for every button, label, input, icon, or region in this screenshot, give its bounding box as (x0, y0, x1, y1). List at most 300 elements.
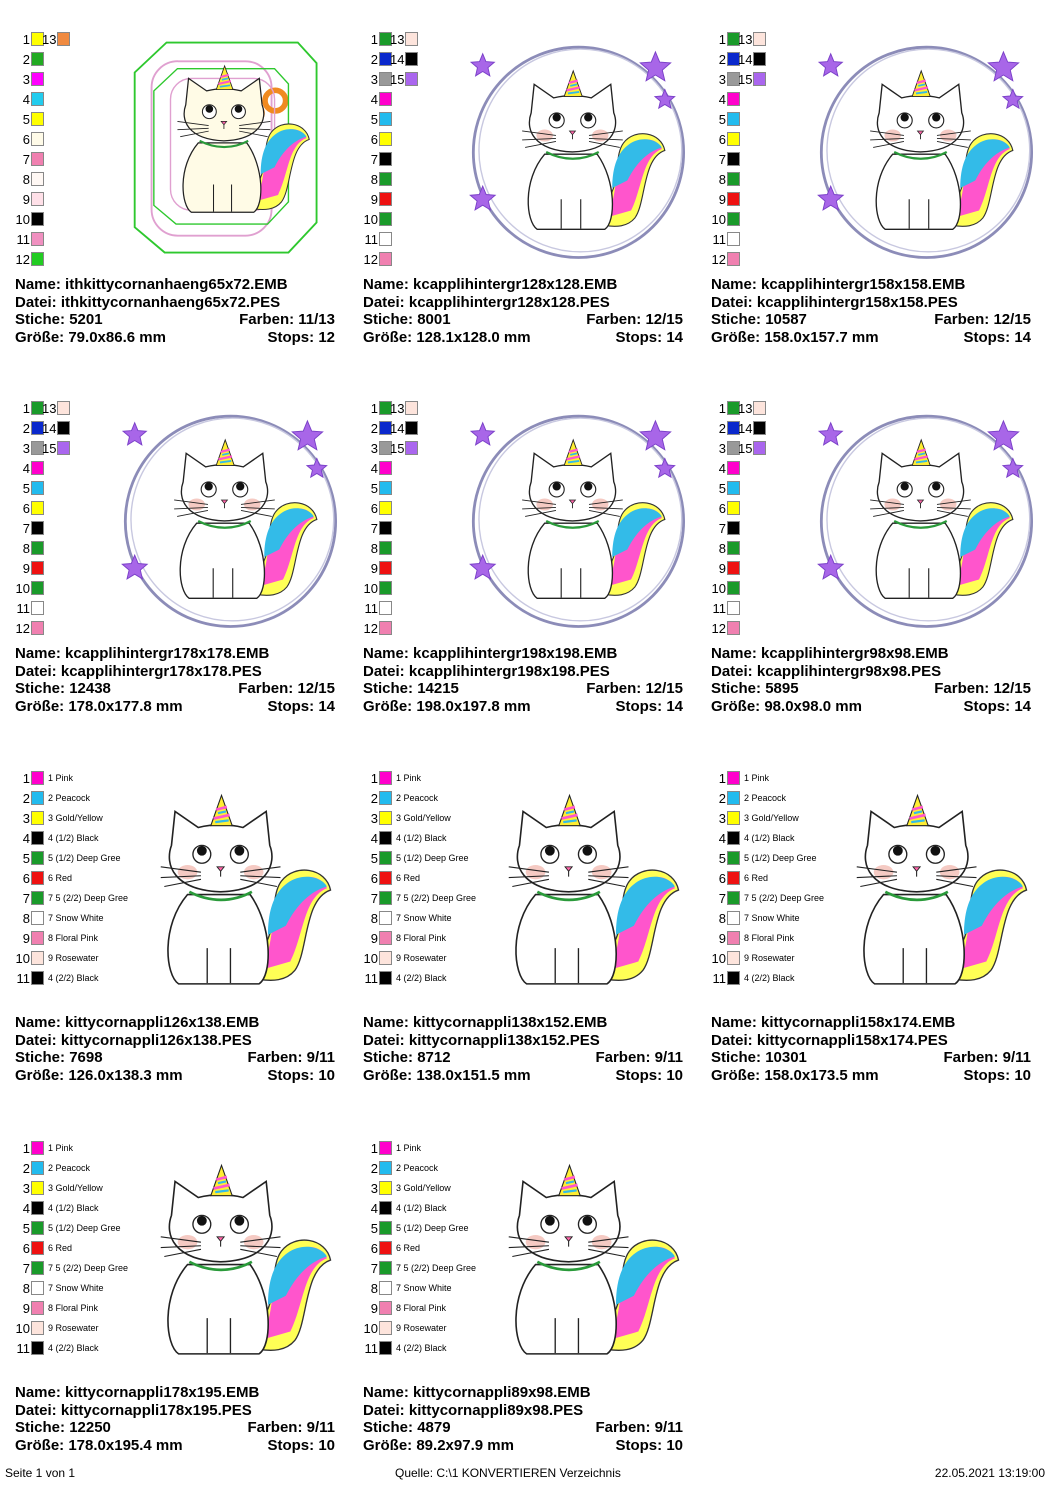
swatch-number: 6 (22, 132, 30, 147)
swatch-color (379, 561, 392, 575)
color-swatch (348, 559, 392, 579)
color-swatch (696, 888, 824, 908)
color-swatch (348, 848, 469, 868)
swatch-thread-name: 4 (2/2) Black (396, 1343, 447, 1353)
swatch-number: 9 (370, 1301, 378, 1316)
swatch-color (379, 931, 392, 945)
swatch-number: 4 (370, 1201, 378, 1216)
swatch-number: 15 (390, 441, 405, 456)
applique-design-preview (473, 778, 683, 1003)
swatch-thread-name: 4 (1/2) Black (48, 1203, 99, 1213)
swatch-color (379, 1221, 392, 1235)
star-decoration (818, 555, 843, 579)
swatch-thread-name: 4 (1/2) Black (744, 833, 795, 843)
swatch-number: 3 (370, 72, 378, 87)
swatch-color (31, 1301, 44, 1315)
swatch-number: 2 (22, 1161, 30, 1176)
farben-label: Farben: (595, 1419, 651, 1436)
swatch-color (753, 32, 766, 46)
color-swatch (348, 230, 392, 250)
datei-label: Datei: (15, 662, 57, 680)
star-decoration (988, 421, 1018, 450)
color-swatch (0, 110, 44, 130)
swatch-number: 10 (363, 212, 378, 227)
stops-label: Stops: (615, 697, 663, 715)
groesse-row (363, 1437, 683, 1455)
swatch-number: 8 (718, 541, 726, 556)
swatch-color (379, 851, 392, 865)
star-decoration (292, 421, 322, 450)
swatch-number: 8 (370, 1281, 378, 1296)
file-name-emb: kcapplihintergr178x178.EMB (65, 645, 270, 662)
swatch-color (753, 72, 766, 86)
swatch-color (727, 931, 740, 945)
stiche-row (15, 680, 335, 698)
color-swatch (348, 808, 451, 828)
stitch-count: 12438 (69, 680, 111, 697)
swatch-number: 2 (370, 1161, 378, 1176)
stop-count: 14 (666, 328, 683, 346)
swatch-color (379, 1161, 392, 1175)
stops-field (267, 1437, 335, 1455)
swatch-number: 7 (370, 891, 378, 906)
file-name-emb: kittycornappli178x195.EMB (65, 1384, 260, 1401)
swatch-thread-name: 7 5 (2/2) Deep Gree (396, 893, 477, 903)
color-swatch-list (0, 30, 110, 270)
stiche-row (711, 1049, 1031, 1067)
color-swatch (348, 1198, 447, 1218)
swatch-color (379, 252, 392, 266)
color-swatch-list (348, 768, 477, 1008)
swatch-thread-name: 5 (1/2) Deep Gree (744, 853, 817, 863)
swatch-number: 15 (390, 72, 405, 87)
swatch-number: 9 (370, 931, 378, 946)
stiche-row (363, 311, 683, 329)
swatch-number: 9 (22, 561, 30, 576)
cat-body (876, 154, 960, 229)
stop-count: 14 (1014, 697, 1031, 715)
swatch-number: 6 (718, 501, 726, 516)
swatch-color (753, 421, 766, 435)
color-swatch (348, 768, 421, 788)
color-swatch (0, 908, 104, 928)
swatch-number: 3 (22, 811, 30, 826)
color-swatch (390, 70, 418, 90)
stitch-count: 8712 (417, 1049, 451, 1066)
name-row (15, 645, 335, 663)
swatch-color (405, 32, 418, 46)
stop-count: 10 (318, 1436, 335, 1454)
swatch-color (727, 192, 740, 206)
swatch-thread-name: 3 Gold/Yellow (48, 813, 103, 823)
swatch-number: 4 (718, 92, 726, 107)
farben-field (595, 1419, 683, 1437)
color-swatch (0, 928, 98, 948)
name-label: Name: (15, 1014, 61, 1031)
color-swatch (0, 848, 121, 868)
color-swatch (696, 519, 740, 539)
color-swatch (0, 150, 44, 170)
swatch-thread-name: 9 Rosewater (744, 953, 795, 963)
color-swatch (0, 828, 99, 848)
swatch-thread-name: 7 Snow White (396, 1283, 452, 1293)
swatch-number: 1 (370, 1141, 378, 1156)
source-path: Quelle: C:\1 KONVERTIEREN Verzeichnis (395, 1466, 621, 1480)
farben-label: Farben: (934, 680, 990, 697)
color-swatch (696, 868, 768, 888)
datei-row (711, 663, 1031, 681)
swatch-color (727, 911, 740, 925)
swatch-color (379, 1261, 392, 1275)
farben-label: Farben: (586, 680, 642, 697)
color-swatch (348, 1138, 421, 1158)
swatch-color (31, 891, 44, 905)
color-swatch (0, 1258, 128, 1278)
swatch-number: 2 (718, 52, 726, 67)
stops-label: Stops: (615, 1066, 663, 1084)
swatch-number: 11 (712, 232, 726, 247)
swatch-number: 5 (22, 1221, 30, 1236)
color-swatch (696, 539, 740, 559)
stop-count: 14 (1014, 328, 1031, 346)
swatch-color (31, 811, 44, 825)
swatch-thread-name: 9 Rosewater (48, 1323, 99, 1333)
stop-count: 14 (318, 697, 335, 715)
design-info (363, 1014, 683, 1084)
swatch-thread-name: 9 Rosewater (48, 953, 99, 963)
swatch-color (379, 232, 392, 246)
swatch-number: 5 (370, 851, 378, 866)
color-swatch (738, 30, 766, 50)
design-info (711, 276, 1031, 346)
color-swatch (0, 559, 44, 579)
swatch-number: 6 (718, 132, 726, 147)
color-swatch (0, 30, 44, 50)
swatch-thread-name: 1 Pink (48, 773, 74, 783)
stitch-count: 4879 (417, 1419, 451, 1436)
design-info (15, 645, 335, 715)
color-swatch (348, 70, 392, 90)
swatch-number: 3 (370, 811, 378, 826)
swatch-color (379, 521, 392, 535)
swatch-number: 10 (15, 212, 30, 227)
groesse-label: Größe: (363, 697, 413, 715)
color-swatch (696, 559, 740, 579)
cat-body (528, 154, 612, 229)
swatch-number: 9 (718, 931, 726, 946)
swatch-thread-name: 5 (1/2) Deep Gree (396, 1223, 469, 1233)
datei-label: Datei: (711, 662, 753, 680)
swatch-color (31, 561, 44, 575)
farben-label: Farben: (238, 680, 294, 697)
groesse-label: Größe: (711, 697, 761, 715)
swatch-color (379, 501, 392, 515)
groesse-label: Größe: (15, 1436, 65, 1454)
farben-label: Farben: (247, 1049, 303, 1066)
datei-label: Datei: (363, 1031, 405, 1049)
name-label: Name: (15, 276, 61, 293)
swatch-number: 5 (718, 481, 726, 496)
swatch-color (727, 871, 740, 885)
color-swatch (696, 848, 817, 868)
color-swatch (348, 459, 392, 479)
color-swatch (0, 230, 44, 250)
swatch-thread-name: 1 Pink (744, 773, 770, 783)
design-size: 128.1x128.0 mm (416, 328, 531, 346)
design-entry (348, 1138, 694, 1508)
swatch-color (405, 441, 418, 455)
swatch-color (31, 1181, 44, 1195)
swatch-number: 8 (370, 541, 378, 556)
swatch-color (379, 951, 392, 965)
color-swatch (738, 50, 766, 70)
swatch-thread-name: 8 Floral Pink (396, 1303, 447, 1313)
design-info (15, 1014, 335, 1084)
stiche-row (363, 1049, 683, 1067)
datei-row (711, 1032, 1031, 1050)
file-name-emb: kittycornappli89x98.EMB (413, 1384, 591, 1401)
swatch-number: 10 (15, 951, 30, 966)
color-swatch (348, 888, 476, 908)
color-swatch (696, 230, 740, 250)
swatch-number: 10 (363, 581, 378, 596)
swatch-color (31, 931, 44, 945)
swatch-number: 4 (22, 831, 30, 846)
color-swatch (348, 50, 392, 70)
color-count: 9/11 (654, 1419, 683, 1436)
swatch-thread-name: 7 5 (2/2) Deep Gree (744, 893, 825, 903)
design-info (15, 1384, 335, 1454)
datei-row (363, 1032, 683, 1050)
swatch-number: 1 (370, 401, 378, 416)
color-count: 12/15 (645, 680, 683, 697)
swatch-color (753, 441, 766, 455)
groesse-label: Größe: (15, 1066, 65, 1084)
swatch-number: 1 (22, 771, 30, 786)
name-label: Name: (711, 1014, 757, 1031)
swatch-color (727, 132, 740, 146)
swatch-color (727, 521, 740, 535)
color-swatch (0, 968, 99, 988)
color-swatch (348, 619, 392, 639)
swatch-number: 8 (718, 172, 726, 187)
color-swatch (696, 788, 786, 808)
color-swatch (42, 399, 70, 419)
swatch-thread-name: 4 (2/2) Black (48, 1343, 99, 1353)
swatch-color (31, 1281, 44, 1295)
farben-field (595, 1049, 683, 1067)
swatch-color (379, 192, 392, 206)
design-info (363, 1384, 683, 1454)
stop-count: 10 (1014, 1066, 1031, 1084)
stiche-label: Stiche: (15, 680, 66, 697)
file-name-pes: kittycornappli126x138.PES (60, 1031, 252, 1049)
design-info (15, 276, 335, 346)
color-swatch (696, 110, 740, 130)
swatch-color (31, 521, 44, 535)
swatch-color (31, 112, 44, 126)
star-decoration (640, 52, 670, 81)
swatch-color (379, 871, 392, 885)
groesse-label: Größe: (363, 1436, 413, 1454)
swatch-color (727, 621, 740, 635)
name-row (711, 645, 1031, 663)
color-swatch (696, 419, 740, 439)
swatch-number: 11 (16, 971, 30, 986)
stiche-label: Stiche: (15, 311, 66, 328)
color-swatch (348, 928, 446, 948)
swatch-color (379, 541, 392, 555)
color-swatch (696, 579, 740, 599)
datei-row (363, 294, 683, 312)
cat-body (516, 895, 616, 984)
color-swatch (0, 1278, 104, 1298)
design-entry (696, 768, 1042, 1138)
swatch-thread-name: 1 Pink (396, 1143, 422, 1153)
color-swatch (348, 948, 447, 968)
design-entry (0, 768, 346, 1138)
swatch-number: 4 (718, 831, 726, 846)
swatch-number: 11 (16, 1341, 30, 1356)
color-swatch (0, 399, 44, 419)
design-info (711, 1014, 1031, 1084)
swatch-number: 10 (363, 951, 378, 966)
groesse-row (711, 1067, 1031, 1085)
swatch-number: 7 (718, 152, 726, 167)
datei-row (15, 1032, 335, 1050)
design-entry (0, 30, 346, 400)
swatch-number: 1 (22, 1141, 30, 1156)
groesse-row (15, 329, 335, 347)
swatch-color (379, 212, 392, 226)
swatch-thread-name: 4 (1/2) Black (396, 833, 447, 843)
name-label: Name: (363, 1384, 409, 1401)
swatch-color (31, 1241, 44, 1255)
swatch-thread-name: 4 (2/2) Black (744, 973, 795, 983)
swatch-color (379, 1281, 392, 1295)
swatch-color (57, 32, 70, 46)
color-swatch-list (348, 30, 458, 270)
color-swatch (0, 619, 44, 639)
swatch-number: 7 (370, 521, 378, 536)
color-swatch (348, 419, 392, 439)
swatch-number: 8 (22, 1281, 30, 1296)
file-name-pes: kcapplihintergr128x128.PES (408, 293, 610, 311)
color-swatch (42, 419, 70, 439)
swatch-color (31, 911, 44, 925)
color-swatch (696, 499, 740, 519)
swatch-color (31, 601, 44, 615)
color-swatch (696, 250, 740, 270)
color-swatch (390, 399, 418, 419)
swatch-color (727, 481, 740, 495)
star-decoration (122, 555, 147, 579)
swatch-number: 11 (364, 601, 378, 616)
color-swatch (696, 50, 740, 70)
color-count: 9/11 (654, 1049, 683, 1066)
color-swatch (348, 1238, 420, 1258)
color-swatch (696, 70, 740, 90)
swatch-color (727, 252, 740, 266)
stop-count: 12 (318, 328, 335, 346)
stops-field (963, 1067, 1031, 1085)
stiche-label: Stiche: (363, 680, 414, 697)
color-swatch (348, 479, 392, 499)
design-size: 98.0x98.0 mm (764, 697, 862, 715)
circle-design-preview (463, 35, 693, 265)
datei-label: Datei: (15, 293, 57, 311)
color-swatch (348, 868, 420, 888)
color-swatch (0, 459, 44, 479)
swatch-color (379, 1341, 392, 1355)
swatch-color (379, 621, 392, 635)
color-swatch (738, 419, 766, 439)
swatch-thread-name: 6 Red (396, 873, 421, 883)
swatch-color (727, 501, 740, 515)
datei-row (363, 1402, 683, 1420)
swatch-color (727, 851, 740, 865)
swatch-color (31, 52, 44, 66)
swatch-color (379, 771, 392, 785)
stops-label: Stops: (963, 1066, 1011, 1084)
design-info (363, 276, 683, 346)
farben-label: Farben: (595, 1049, 651, 1066)
swatch-color (31, 1321, 44, 1335)
swatch-color (31, 252, 44, 266)
swatch-number: 15 (738, 72, 753, 87)
swatch-color (31, 232, 44, 246)
swatch-thread-name: 4 (1/2) Black (396, 1203, 447, 1213)
datei-label: Datei: (711, 293, 753, 311)
color-swatch (348, 828, 447, 848)
swatch-number: 7 (718, 521, 726, 536)
swatch-color (727, 971, 740, 985)
farben-label: Farben: (943, 1049, 999, 1066)
stiche-label: Stiche: (711, 1049, 762, 1066)
cat-body (180, 523, 264, 598)
color-swatch (696, 399, 740, 419)
applique-design-preview (125, 778, 335, 1003)
color-swatch (0, 1238, 72, 1258)
color-swatch (348, 1218, 469, 1238)
name-label: Name: (15, 645, 61, 662)
farben-field (239, 311, 335, 329)
swatch-color (379, 1301, 392, 1315)
page-number: Seite 1 von 1 (5, 1466, 76, 1480)
swatch-number: 4 (370, 92, 378, 107)
swatch-number: 1 (22, 401, 30, 416)
color-swatch (0, 170, 44, 190)
swatch-color (31, 581, 44, 595)
swatch-number: 6 (22, 1241, 30, 1256)
color-swatch (696, 968, 795, 988)
stitch-count: 5201 (69, 311, 103, 328)
swatch-number: 13 (738, 401, 753, 416)
color-swatch (348, 1278, 452, 1298)
stiche-label: Stiche: (711, 311, 762, 328)
color-swatch (696, 459, 740, 479)
color-swatch (42, 439, 70, 459)
swatch-number: 8 (22, 172, 30, 187)
color-swatch (696, 190, 740, 210)
swatch-color (31, 1221, 44, 1235)
color-swatch-list (696, 30, 806, 270)
design-entry (348, 399, 694, 769)
swatch-number: 12 (711, 252, 726, 267)
swatch-thread-name: 8 Floral Pink (48, 1303, 99, 1313)
swatch-color (31, 951, 44, 965)
swatch-number: 6 (22, 871, 30, 886)
